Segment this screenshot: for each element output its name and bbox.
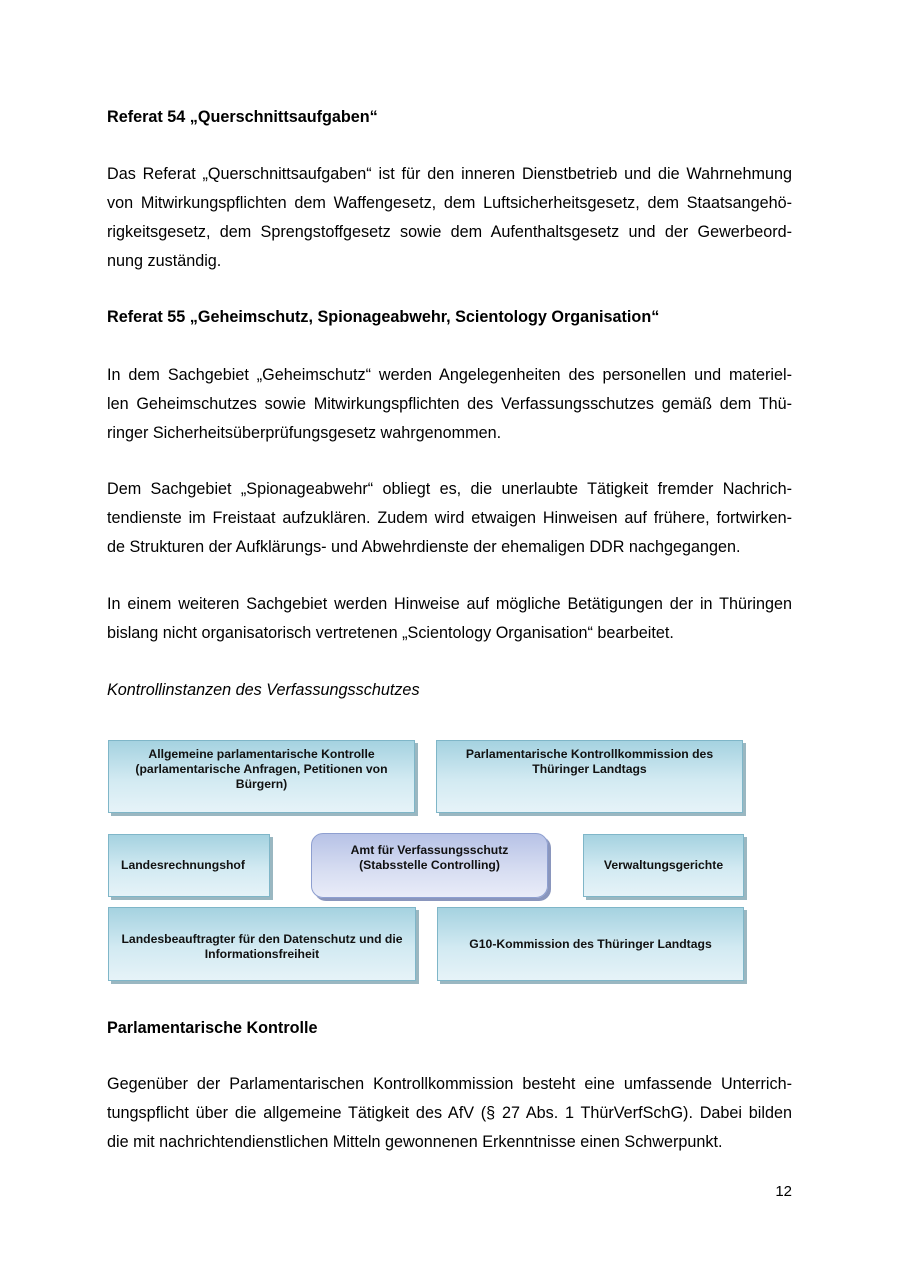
box-administrative-courts: Verwaltungsgerichte: [583, 834, 744, 897]
text-line: ringer Sicherheitsüberprüfungsgesetz wahrgenommen.: [107, 424, 502, 442]
text-line: die mit nachrichtendienstlichen Mitteln gewonnenen Erkenntnisse einen Schwerpunkt.: [107, 1133, 723, 1151]
heading-referat-54: Referat 54 „Querschnittsaufgaben“: [107, 108, 378, 126]
diagram-caption: Kontrollinstanzen des Verfassungsschutzes: [107, 681, 420, 699]
box-parliamentary-control: Allgemeine parlamentarische Kontrolle (parlamentarische Anfragen, Petitionen von Bürgern): [108, 740, 415, 813]
text-line: rigkeitsgesetz, dem Sprengstoffgesetz sowie dem Aufenthaltsgesetz und der Gewerbeord-: [107, 223, 792, 241]
text-line: In dem Sachgebiet „Geheimschutz“ werden Angelegenheiten des personellen und materiel-: [107, 366, 792, 384]
text-line: len Geheimschutzes sowie Mitwirkungspflichten des Verfassungsschutzes gemäß dem Thü-: [107, 395, 792, 413]
text-line: de Strukturen der Aufklärungs- und Abwehrdienste der ehemaligen DDR nachgegangen.: [107, 538, 741, 556]
paragraph-referat-54: [107, 160, 792, 276]
text-line: tungspflicht über die allgemeine Tätigkeit des AfV (§ 27 Abs. 1 ThürVerfSchG). Dabei bilden: [107, 1104, 792, 1122]
paragraph-geheimschutz: [107, 361, 792, 448]
text-line: von Mitwirkungspflichten dem Waffengesetz, dem Luftsicherheitsgesetz, dem Staatsangehö-: [107, 194, 792, 212]
text-line: Dem Sachgebiet „Spionageabwehr“ obliegt es, die unerlaubte Tätigkeit fremder Nachrich-: [107, 480, 792, 498]
text-line: Das Referat „Querschnittsaufgaben“ ist für den inneren Dienstbetrieb und die Wahrnehmung: [107, 165, 792, 183]
box-control-commission: Parlamentarische Kontrollkommission des Thüringer Landtags: [436, 740, 743, 813]
heading-parliamentary-control: Parlamentarische Kontrolle: [107, 1019, 318, 1037]
box-g10-commission: G10-Kommission des Thüringer Landtags: [437, 907, 744, 981]
box-data-protection-commissioner: Landesbeauftragter für den Datenschutz und die Informationsfreiheit: [108, 907, 416, 981]
text-line: bislang nicht organisatorisch vertretenen „Scientology Organisation“ bearbeitet.: [107, 624, 674, 642]
paragraph-spionageabwehr: [107, 475, 792, 562]
heading-referat-55: Referat 55 „Geheimschutz, Spionageabwehr, Scientology Organisation“: [107, 308, 660, 326]
text-line: nung zuständig.: [107, 252, 222, 270]
page-number: 12: [775, 1183, 792, 1200]
paragraph-scientology: [107, 590, 792, 648]
text-line: tendienste im Freistaat aufzuklären. Zudem wird etwaigen Hinweisen auf frühere, fortwirken-: [107, 509, 792, 527]
box-court-of-audit: Landesrechnungshof: [108, 834, 270, 897]
box-office-for-protection-of-constitution: Amt für Verfassungsschutz (Stabsstelle Controlling): [311, 833, 548, 898]
paragraph-parliamentary-control: [107, 1070, 792, 1157]
text-line: Gegenüber der Parlamentarischen Kontrollkommission besteht eine umfassende Unterrich-: [107, 1075, 792, 1093]
text-line: In einem weiteren Sachgebiet werden Hinweise auf mögliche Betätigungen der in Thüringen: [107, 595, 792, 613]
